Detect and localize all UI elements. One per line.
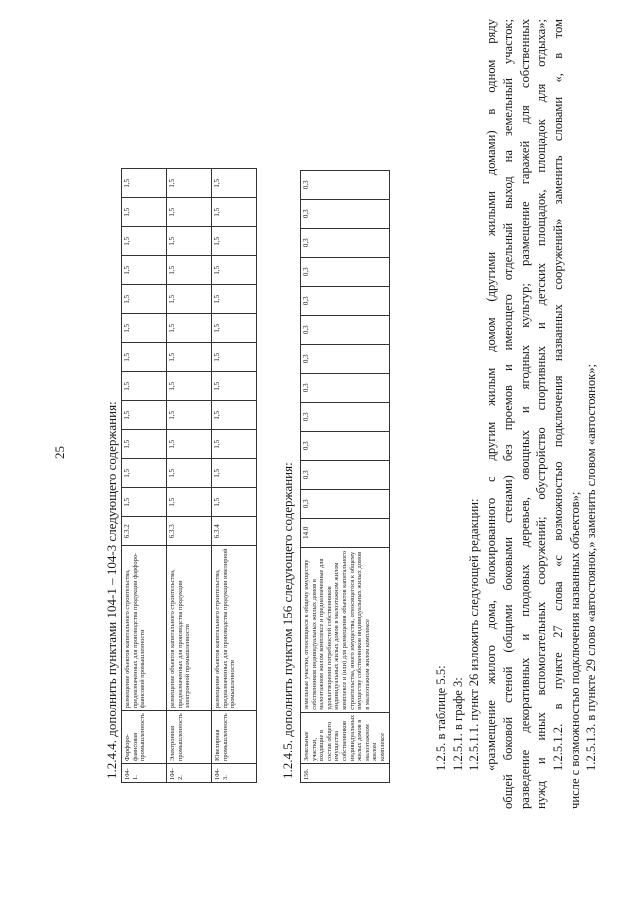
row-value-cell: 0,3 (301, 199, 390, 228)
row-value-cell: 1,5 (212, 256, 257, 285)
row-value-cell: 0,3 (301, 402, 390, 431)
row-value-cell: 0,3 (301, 286, 390, 315)
row-value-cell: 1,5 (167, 169, 212, 198)
row-value-cell: 1,5 (212, 314, 257, 343)
row-number-cell: 104-2. (167, 764, 212, 783)
row-number-cell: 156. (301, 764, 390, 783)
row-value-cell: 1,5 (122, 198, 167, 227)
body-text (433, 19, 600, 809)
row-value-cell: 1,5 (167, 372, 212, 401)
row-value-cell: 0,3 (301, 170, 390, 199)
row-value-cell: 1,5 (167, 401, 212, 430)
row-name-cell: Электронная промышленность (167, 711, 212, 764)
paragraph: 1.2.5.1.3. в пункте 29 слово «автостоянок,» заменить словом «автостоянок»; (584, 363, 599, 771)
row-value-cell: 1,5 (122, 314, 167, 343)
row-description-cell: размещение объектов капитального строительства, предназначенных для производства продукции электронной промышленности (167, 546, 212, 711)
row-name-cell: Ювелирная промышленность (212, 711, 257, 764)
paragraph: общей боковой стеной (общими боковыми стенами) без проемов и имеющего отдельный выход на земельный участок; (500, 19, 515, 809)
row-number-cell: 104-3. (212, 764, 257, 783)
row-description-cell: размещение объектов капитального строительства, предназначенных для производства продукции фарфоро-фаянсовой промышленности (122, 546, 167, 711)
row-value-cell: 1,5 (167, 314, 212, 343)
row-value-cell: 1,5 (212, 372, 257, 401)
row-value-cell: 1,5 (167, 459, 212, 488)
row-value-cell: 1,5 (122, 459, 167, 488)
section-heading-2: 1.2.4.5. дополнить пунктом 156 следующего содержания: (280, 462, 295, 779)
row-value-cell: 1,5 (212, 430, 257, 459)
row-value-cell: 1,5 (122, 372, 167, 401)
row-value-cell: 1,5 (212, 198, 257, 227)
row-value-cell: 1,5 (212, 285, 257, 314)
paragraph: разведение декоративных и плодовых деревьев, овощных и ягодных культур; размещение гаражей для собственных (517, 19, 532, 809)
table-2 (300, 170, 390, 783)
row-value-cell: 1,5 (122, 169, 167, 198)
row-value-cell: 1,5 (122, 285, 167, 314)
table-1 (121, 168, 257, 783)
table-row (212, 169, 257, 783)
row-value-cell: 0,3 (301, 373, 390, 402)
paragraph: «размещение жилого дома, блокированного с другим жилым домом (другими жилыми домами) в одном ряду (484, 19, 499, 771)
table-row (301, 170, 390, 782)
row-value-cell: 1,5 (167, 198, 212, 227)
row-value-cell: 0,3 (301, 460, 390, 489)
row-value-cell: 0,3 (301, 257, 390, 286)
row-value-cell: 1,5 (212, 488, 257, 517)
row-value-cell: 0,3 (301, 315, 390, 344)
row-value-cell: 1,5 (212, 343, 257, 372)
row-value-cell: 1,5 (167, 430, 212, 459)
row-value-cell: 0,3 (301, 489, 390, 518)
row-code-cell: 6.3.4 (212, 517, 257, 546)
row-value-cell: 0,3 (301, 431, 390, 460)
row-name-cell: Земельные участки, входящие в состав общего имущества собственников индивидуальных жилых домов в малоэтажном жилом комплексе (301, 712, 390, 763)
row-value-cell: 1,5 (122, 488, 167, 517)
row-value-cell: 1,5 (122, 227, 167, 256)
row-value-cell: 1,5 (167, 285, 212, 314)
section-heading-1: 1.2.4.4. дополнить пунктами 104-1 – 104-3 следующего содержания: (104, 401, 119, 779)
row-value-cell: 1,5 (212, 169, 257, 198)
page-number: 25 (52, 446, 67, 459)
table-row (122, 169, 167, 783)
row-value-cell: 1,5 (167, 256, 212, 285)
paragraph: 1.2.5.1.2. в пункте 27 слова «с возможностью подключения названных сооружений» заменить словами «, в том (550, 19, 565, 771)
row-value-cell: 1,5 (212, 459, 257, 488)
row-code-cell: 6.3.3 (167, 517, 212, 546)
row-value-cell: 1,5 (212, 227, 257, 256)
table-row (167, 169, 212, 783)
row-description-cell: размещение объектов капитального строительства, предназначенных для производства продукции ювелирной промышленности (212, 546, 257, 711)
row-value-cell: 1,5 (212, 401, 257, 430)
row-value-cell: 0,3 (301, 344, 390, 373)
row-value-cell: 1,5 (122, 430, 167, 459)
row-code-cell: 6.3.2 (122, 517, 167, 546)
paragraph: нужд и иных вспомогательных сооружений; обустройство спортивных и детских площадок, площадок для отдыха»; (534, 19, 549, 809)
row-description-cell: земельные участки, относящиеся к общему имуществу собственников индивидуальных жилых домов в малоэтажном жилом комплексе и предназначенные для удовлетворения потребностей собственников индивидуальных жилых домов в малоэтажном жилом комплексе и (или) для размещения объектов капитального строительства, иного имущества, относящегося к общему имуществу собственников индивидуальных жилых домов в малоэтажном жилом комплексе (301, 547, 390, 712)
row-value-cell: 1,5 (122, 343, 167, 372)
row-value-cell: 0,3 (301, 228, 390, 257)
paragraph: 1.2.5.1.1. пункт 26 изложить следующей редакции: (467, 498, 482, 771)
row-number-cell: 104-1. (122, 764, 167, 783)
row-value-cell: 1,5 (167, 227, 212, 256)
row-value-cell: 1,5 (167, 343, 212, 372)
row-name-cell: Фарфоро-фаянсовая промышленность (122, 711, 167, 764)
row-value-cell: 1,5 (122, 401, 167, 430)
row-code-cell: 14.0 (301, 518, 390, 547)
row-value-cell: 1,5 (122, 256, 167, 285)
row-value-cell: 1,5 (167, 488, 212, 517)
paragraph: 1.2.5.1. в графе 3: (450, 677, 465, 771)
paragraph: числе с возможностью подключения названных объектов»; (567, 491, 582, 809)
paragraph: 1.2.5. в таблице 5.5: (434, 665, 448, 771)
